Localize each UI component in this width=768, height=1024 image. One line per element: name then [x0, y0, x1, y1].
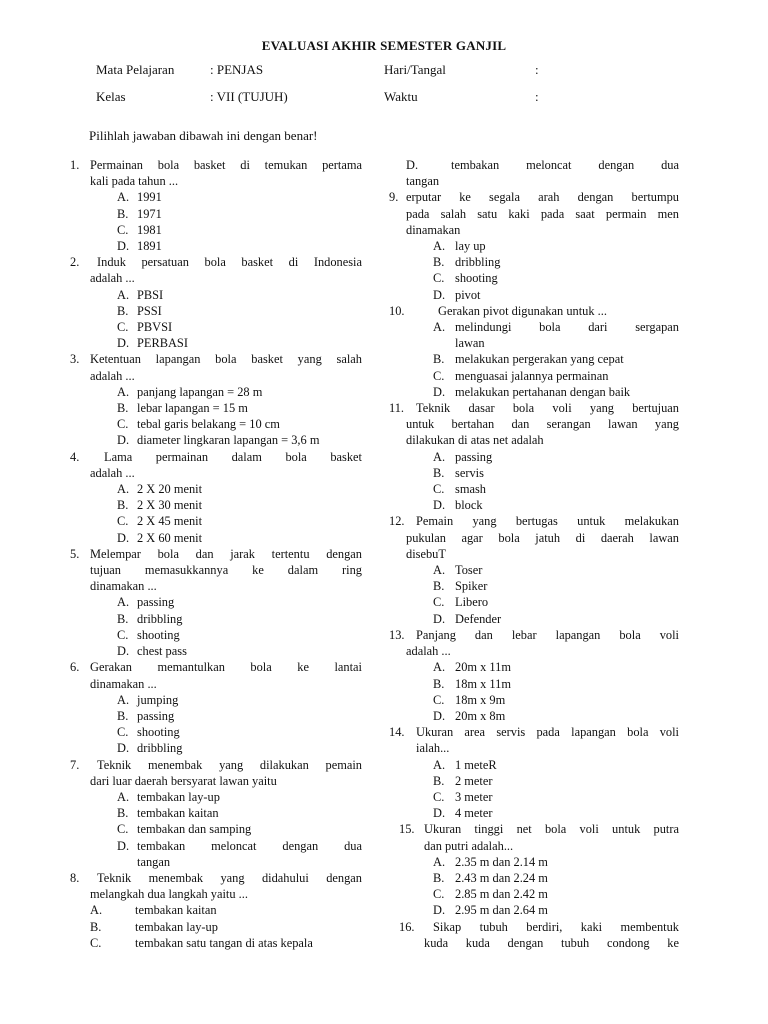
question-number: 12.: [389, 514, 405, 529]
question-13: [389, 627, 679, 659]
question-text: dan putri adalah...: [424, 838, 514, 853]
option-c[interactable]: [389, 692, 679, 708]
option-text: tembakan lay-up: [137, 789, 220, 804]
option-text: 18m x 11m: [455, 676, 511, 691]
option-letter: A.: [433, 854, 446, 869]
option-letter: D.: [117, 336, 130, 351]
option-text: tembakan dan samping: [137, 822, 252, 837]
option-d[interactable]: [389, 157, 679, 173]
option-text: smash: [455, 482, 486, 497]
option-c[interactable]: [70, 416, 362, 432]
class-value: : VII (TUJUH): [210, 89, 288, 104]
question-4: [70, 449, 362, 481]
option-letter: A.: [117, 482, 130, 497]
question-5: [70, 546, 362, 595]
question-number: 10.: [389, 303, 405, 318]
option-d[interactable]: [70, 238, 362, 254]
option-a[interactable]: [70, 384, 362, 400]
question-text: Gerakan memantulkan bola ke lantai: [90, 660, 362, 675]
option-text: Libero: [455, 595, 489, 610]
option-text: passing: [137, 708, 175, 723]
option-letter: C.: [433, 887, 445, 902]
option-a[interactable]: [70, 692, 362, 708]
option-letter: D.: [117, 239, 130, 254]
question-number: 6.: [70, 660, 80, 675]
question-10: [389, 303, 679, 319]
option-letter: D.: [117, 433, 130, 448]
option-d[interactable]: [70, 740, 362, 756]
option-text: diameter lingkaran lapangan = 3,6 m: [137, 433, 320, 448]
option-letter: C.: [433, 482, 445, 497]
day-date-label: Hari/Tangal: [384, 62, 446, 77]
option-text: 2 X 30 menit: [137, 498, 203, 513]
option-letter: C.: [433, 595, 445, 610]
option-text: dribbling: [455, 255, 501, 270]
question-number: 7.: [70, 757, 80, 772]
question-number: 3.: [70, 352, 80, 367]
option-c[interactable]: [70, 821, 362, 837]
option-letter: D.: [117, 530, 130, 545]
option-b[interactable]: [70, 611, 362, 627]
option-b[interactable]: [70, 206, 362, 222]
option-letter: C.: [433, 271, 445, 286]
option-text: pivot: [455, 287, 481, 302]
option-text: 2 meter: [455, 773, 493, 788]
option-b[interactable]: [70, 805, 362, 821]
option-letter: D.: [433, 806, 446, 821]
option-letter: B.: [117, 806, 129, 821]
option-a[interactable]: [70, 287, 362, 303]
option-text: 2.35 m dan 2.14 m: [455, 854, 548, 869]
option-text: shooting: [137, 725, 180, 740]
option-d[interactable]: [70, 838, 362, 854]
option-text: block: [455, 498, 483, 513]
option-text: Defender: [455, 611, 502, 626]
option-text: 3 meter: [455, 789, 493, 804]
option-letter: C.: [433, 789, 445, 804]
time-label: Waktu: [384, 89, 418, 104]
question-text: Teknik menembak yang dilakukan pemain: [97, 757, 362, 772]
question-text: Melempar bola dan jarak tertentu dengan: [90, 546, 362, 561]
option-c[interactable]: [70, 513, 362, 529]
option-letter: C.: [117, 514, 129, 529]
option-d[interactable]: [389, 902, 679, 918]
option-a[interactable]: [389, 449, 679, 465]
option-c[interactable]: [389, 789, 679, 805]
option-text: 1891: [137, 239, 162, 254]
option-b[interactable]: [389, 254, 679, 270]
question-15: [389, 821, 679, 853]
option-b[interactable]: [389, 351, 679, 367]
option-a[interactable]: [70, 189, 362, 205]
option-d-continued: [70, 854, 362, 870]
option-text: tembakan satu tangan di atas kepala: [135, 935, 313, 950]
option-letter: B.: [90, 919, 102, 934]
option-d[interactable]: [70, 335, 362, 351]
question-text: disebuT: [406, 546, 446, 561]
option-text: melakukan pertahanan dengan baik: [455, 384, 631, 399]
option-a[interactable]: [389, 854, 679, 870]
option-b[interactable]: [389, 773, 679, 789]
question-text: adalah ...: [90, 465, 135, 480]
question-text: Teknik dasar bola voli yang bertujuan: [416, 401, 679, 416]
option-letter: D.: [117, 644, 130, 659]
option-text: 18m x 9m: [455, 692, 506, 707]
option-letter: D.: [433, 708, 446, 723]
option-d[interactable]: [389, 708, 679, 724]
option-letter: D.: [433, 611, 446, 626]
option-c[interactable]: [70, 222, 362, 238]
option-text: melindungi bola dari sergapan: [455, 320, 679, 335]
option-b[interactable]: [389, 676, 679, 692]
option-c[interactable]: [389, 886, 679, 902]
left-column: [70, 157, 362, 951]
option-text: servis: [455, 465, 484, 480]
option-letter: A.: [433, 320, 446, 335]
option-letter: A.: [117, 789, 130, 804]
option-text: PERBASI: [137, 336, 188, 351]
option-a[interactable]: [389, 319, 679, 335]
option-b[interactable]: [389, 870, 679, 886]
option-b[interactable]: [389, 465, 679, 481]
question-text: melangkah dua langkah yaitu ...: [90, 887, 248, 902]
question-16: [389, 919, 679, 951]
option-text: 2.85 m dan 2.42 m: [455, 887, 548, 902]
option-letter: C.: [117, 822, 129, 837]
option-letter: C.: [117, 627, 129, 642]
option-text: 20m x 11m: [455, 660, 511, 675]
option-letter: A.: [433, 449, 446, 464]
option-text: Spiker: [455, 579, 488, 594]
question-11: [389, 400, 679, 449]
option-b[interactable]: [389, 578, 679, 594]
question-14: [389, 724, 679, 756]
option-c[interactable]: [389, 481, 679, 497]
question-text: Panjang dan lebar lapangan bola voli: [416, 627, 679, 642]
question-text: Lama permainan dalam bola basket: [104, 449, 362, 464]
option-text: 1971: [137, 206, 162, 221]
option-letter: A.: [117, 190, 130, 205]
option-letter: B.: [433, 676, 445, 691]
instruction: Pilihlah jawaban dibawah ini dengan benar!: [89, 128, 318, 143]
question-number: 1.: [70, 158, 80, 172]
option-text: dribbling: [137, 611, 183, 626]
question-text: Sikap tubuh berdiri, kaki membentuk: [433, 919, 679, 934]
question-number: 5.: [70, 546, 80, 561]
option-text: Toser: [455, 563, 483, 578]
question-12: [389, 513, 679, 562]
question-text: dinamakan: [406, 222, 461, 237]
option-text: dribbling: [137, 741, 183, 756]
option-letter: C.: [117, 417, 129, 432]
option-c[interactable]: [70, 935, 362, 951]
option-a[interactable]: [389, 659, 679, 675]
question-text: Induk persatuan bola basket di Indonesia: [97, 255, 362, 270]
option-text: 2 X 60 menit: [137, 530, 203, 545]
option-letter: A.: [433, 757, 446, 772]
option-c[interactable]: [389, 368, 679, 384]
option-a[interactable]: [389, 757, 679, 773]
option-d[interactable]: [389, 384, 679, 400]
class-label: Kelas: [96, 89, 126, 104]
option-text: tembakan kaitan: [135, 903, 217, 918]
question-text: pada salah satu kaki pada saat permain men: [406, 206, 679, 221]
option-text: tangan: [137, 854, 171, 869]
question-8: [70, 870, 362, 902]
question-1: [70, 157, 362, 189]
option-letter: A.: [117, 287, 130, 302]
question-text: Ketentuan lapangan bola basket yang salah: [90, 352, 362, 367]
question-text: Gerakan pivot digunakan untuk ...: [438, 303, 607, 318]
question-6: [70, 659, 362, 691]
question-number: 2.: [70, 255, 80, 270]
question-text: dinamakan ...: [90, 676, 157, 691]
option-text: lay up: [455, 239, 486, 254]
option-d[interactable]: [389, 287, 679, 303]
question-text: Ukuran tinggi net bola voli untuk putra: [424, 822, 679, 837]
option-text: 2.43 m dan 2.24 m: [455, 870, 548, 885]
option-c[interactable]: [70, 724, 362, 740]
option-text: shooting: [455, 271, 498, 286]
question-3: [70, 351, 362, 383]
question-text: pukulan agar bola jatuh di daerah lawan: [406, 530, 679, 545]
option-text: 2 X 45 menit: [137, 514, 203, 529]
question-text: untuk bertahan dan serangan lawan yang: [406, 417, 679, 432]
day-date-value: :: [535, 62, 539, 77]
option-text: lebar lapangan = 15 m: [137, 401, 248, 416]
option-c[interactable]: [70, 627, 362, 643]
option-text: melakukan pergerakan yang cepat: [455, 352, 624, 367]
option-letter: C.: [433, 368, 445, 383]
option-text: 2 X 20 menit: [137, 482, 203, 497]
question-text: Ukuran area servis pada lapangan bola voli: [416, 725, 679, 740]
option-d[interactable]: [389, 611, 679, 627]
question-number: 9.: [389, 190, 399, 205]
option-letter: C.: [90, 935, 102, 950]
question-number: 8.: [70, 870, 80, 885]
option-b[interactable]: [70, 497, 362, 513]
option-letter: B.: [117, 611, 129, 626]
option-text: PSSI: [137, 303, 162, 318]
option-a-continued: [389, 335, 679, 351]
question-number: 11.: [389, 401, 405, 416]
option-text: PBSI: [137, 287, 164, 302]
option-letter: D.: [433, 903, 446, 918]
option-letter: D.: [117, 838, 130, 853]
question-text: tujuan memasukkannya ke dalam ring: [90, 563, 362, 578]
option-letter: B.: [433, 255, 445, 270]
option-text: passing: [455, 449, 493, 464]
option-letter: B.: [117, 498, 129, 513]
option-a[interactable]: [389, 562, 679, 578]
question-text: erputar ke segala arah dengan bertumpu: [406, 190, 679, 205]
option-text: 1 meteR: [455, 757, 497, 772]
option-text: 1991: [137, 190, 162, 205]
subject-label: Mata Pelajaran: [96, 62, 175, 77]
option-text: tembakan meloncat dengan dua: [137, 838, 362, 853]
option-letter: B.: [117, 401, 129, 416]
option-text: PBVSI: [137, 320, 173, 335]
question-text: Pemain yang bertugas untuk melakukan: [416, 514, 679, 529]
option-text: menguasai jalannya permainan: [455, 368, 609, 383]
option-letter: C.: [117, 320, 129, 335]
question-2: [70, 254, 362, 286]
option-letter: B.: [117, 206, 129, 221]
option-text: tangan: [406, 174, 440, 189]
option-text: lawan: [455, 336, 485, 351]
question-number: 15.: [399, 822, 415, 837]
question-text: kali pada tahun ...: [90, 174, 179, 189]
option-letter: A.: [117, 595, 130, 610]
option-letter: A.: [90, 903, 103, 918]
option-letter: D.: [433, 287, 446, 302]
option-letter: A.: [433, 239, 446, 254]
subject-value: : PENJAS: [210, 62, 264, 77]
option-letter: A.: [433, 563, 446, 578]
option-d[interactable]: [389, 497, 679, 513]
option-a[interactable]: [70, 789, 362, 805]
option-text: 1981: [137, 222, 162, 237]
option-c[interactable]: [389, 270, 679, 286]
option-a[interactable]: [70, 902, 362, 918]
option-text: tebal garis belakang = 10 cm: [137, 417, 280, 432]
option-d[interactable]: [70, 530, 362, 546]
option-letter: A.: [117, 384, 130, 399]
question-number: 16.: [399, 919, 415, 934]
option-letter: B.: [433, 465, 445, 480]
option-a[interactable]: [389, 238, 679, 254]
question-text: dari luar daerah bersyarat lawan yaitu: [90, 773, 277, 788]
question-number: 4.: [70, 449, 80, 464]
option-text: jumping: [137, 692, 179, 707]
question-text: ialah...: [416, 741, 450, 756]
option-text: shooting: [137, 627, 180, 642]
option-letter: D.: [117, 741, 130, 756]
question-text: Teknik menembak yang didahului dengan: [97, 870, 362, 885]
option-d[interactable]: [70, 432, 362, 448]
option-letter: C.: [117, 222, 129, 237]
option-letter: C.: [433, 692, 445, 707]
question-9: [389, 189, 679, 238]
option-letter: D.: [406, 158, 419, 172]
question-7: [70, 757, 362, 789]
option-letter: C.: [117, 725, 129, 740]
option-a[interactable]: [70, 481, 362, 497]
right-column: [389, 157, 679, 951]
option-text: tembakan meloncat dengan dua: [451, 158, 679, 172]
option-a[interactable]: [70, 594, 362, 610]
option-text: 4 meter: [455, 806, 493, 821]
option-text: panjang lapangan = 28 m: [137, 384, 263, 399]
option-d[interactable]: [70, 643, 362, 659]
option-text: tembakan kaitan: [137, 806, 219, 821]
option-c[interactable]: [389, 594, 679, 610]
exam-title: EVALUASI AKHIR SEMESTER GANJIL: [261, 38, 507, 53]
option-letter: A.: [433, 660, 446, 675]
option-letter: B.: [433, 352, 445, 367]
question-text: kuda kuda dengan tubuh condong ke: [424, 935, 679, 950]
question-text: dilakukan di atas net adalah: [406, 433, 544, 448]
question-number: 14.: [389, 725, 405, 740]
time-value: :: [535, 89, 539, 104]
question-text: adalah ...: [406, 644, 451, 659]
option-d-continued: [389, 173, 679, 189]
question-text: adalah ...: [90, 368, 135, 383]
option-letter: B.: [433, 870, 445, 885]
option-b[interactable]: [70, 303, 362, 319]
option-text: 2.95 m dan 2.64 m: [455, 903, 548, 918]
option-d[interactable]: [389, 805, 679, 821]
option-letter: D.: [433, 498, 446, 513]
option-text: tembakan lay-up: [135, 919, 218, 934]
option-b[interactable]: [70, 919, 362, 935]
question-text: dinamakan ...: [90, 579, 157, 594]
option-b[interactable]: [70, 400, 362, 416]
option-text: passing: [137, 595, 175, 610]
option-text: 20m x 8m: [455, 708, 506, 723]
option-text: chest pass: [137, 644, 187, 659]
option-b[interactable]: [70, 708, 362, 724]
option-letter: B.: [117, 708, 129, 723]
option-letter: B.: [433, 773, 445, 788]
option-c[interactable]: [70, 319, 362, 335]
option-letter: A.: [117, 692, 130, 707]
question-number: 13.: [389, 627, 405, 642]
option-letter: B.: [433, 579, 445, 594]
option-letter: D.: [433, 384, 446, 399]
question-text: adalah ...: [90, 271, 135, 286]
option-letter: B.: [117, 303, 129, 318]
question-text: Permainan bola basket di temukan pertama: [90, 158, 362, 172]
